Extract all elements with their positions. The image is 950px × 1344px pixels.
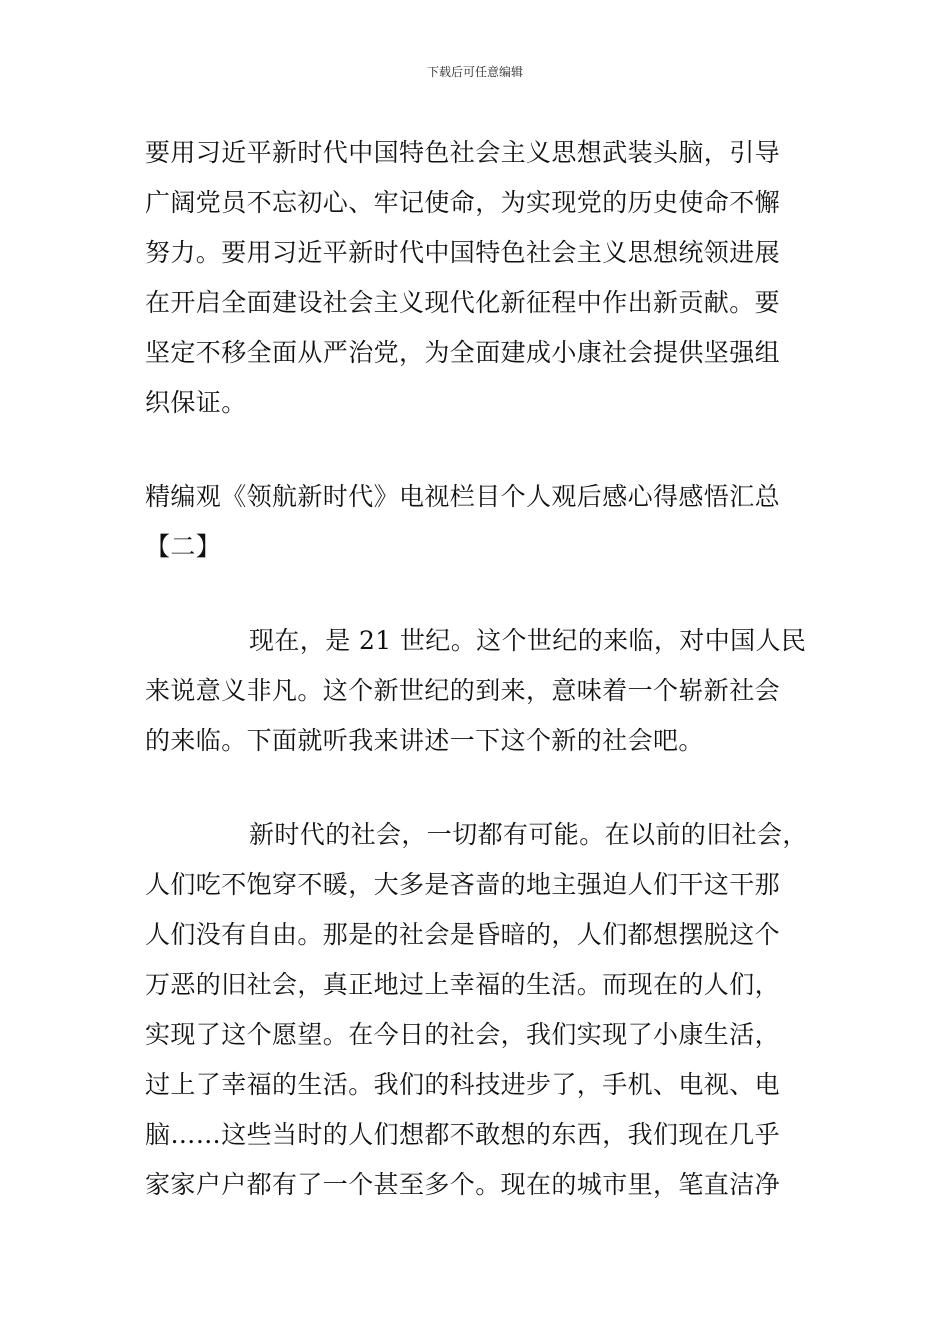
text-line: 过上了幸福的生活。我们的科技进步了，手机、电视、电 <box>145 1070 781 1099</box>
text-line: 人们没有自由。那是的社会是昏暗的，人们都想摆脱这个 <box>145 920 781 949</box>
paragraph-1 <box>145 128 813 428</box>
text-line: 万恶的旧社会，真正地过上幸福的生活。而现在的人们， <box>145 970 781 999</box>
text-line: 广阔党员不忘初心、牢记使命，为实现党的历史使命不懈 <box>145 188 781 217</box>
text-line: 的来临。下面就听我来讲述一下这个新的社会吧。 <box>145 726 704 755</box>
paragraph-2 <box>145 616 813 766</box>
text-line: 现在，是 21 世纪。这个世纪的来临，对中国人民 <box>249 626 807 655</box>
section-heading <box>145 472 813 572</box>
text-line: 新时代的社会，一切都有可能。在以前的旧社会， <box>249 820 808 849</box>
document-body <box>145 128 813 1210</box>
text-line: 努力。要用习近平新时代中国特色社会主义思想统领进展 <box>145 238 781 267</box>
text-line: 织保证。 <box>145 388 247 417</box>
text-line: 实现了这个愿望。在今日的社会，我们实现了小康生活， <box>145 1020 781 1049</box>
text-line: 坚定不移全面从严治党，为全面建成小康社会提供坚强组 <box>145 338 781 367</box>
paragraph-spacer <box>145 572 813 616</box>
paragraph-spacer <box>145 766 813 810</box>
heading-line: 精编观《领航新时代》电视栏目个人观后感心得感悟汇总 <box>145 482 781 511</box>
text-line: 家家户户都有了一个甚至多个。现在的城市里，笔直洁净 <box>145 1170 781 1199</box>
text-line: 脑……这些当时的人们想都不敢想的东西，我们现在几乎 <box>145 1120 781 1149</box>
text-line: 人们吃不饱穿不暖，大多是吝啬的地主强迫人们干这干那 <box>145 870 781 899</box>
text-line: 来说意义非凡。这个新世纪的到来，意味着一个崭新社会 <box>145 676 781 705</box>
text-line: 在开启全面建设社会主义现代化新征程中作出新贡献。要 <box>145 288 781 317</box>
paragraph-spacer <box>145 428 813 472</box>
page-header: 下载后可任意编辑 <box>426 65 523 79</box>
text-line: 要用习近平新时代中国特色社会主义思想武装头脑，引导 <box>145 138 781 167</box>
paragraph-3 <box>145 810 813 1210</box>
heading-line: 【二】 <box>145 532 222 561</box>
